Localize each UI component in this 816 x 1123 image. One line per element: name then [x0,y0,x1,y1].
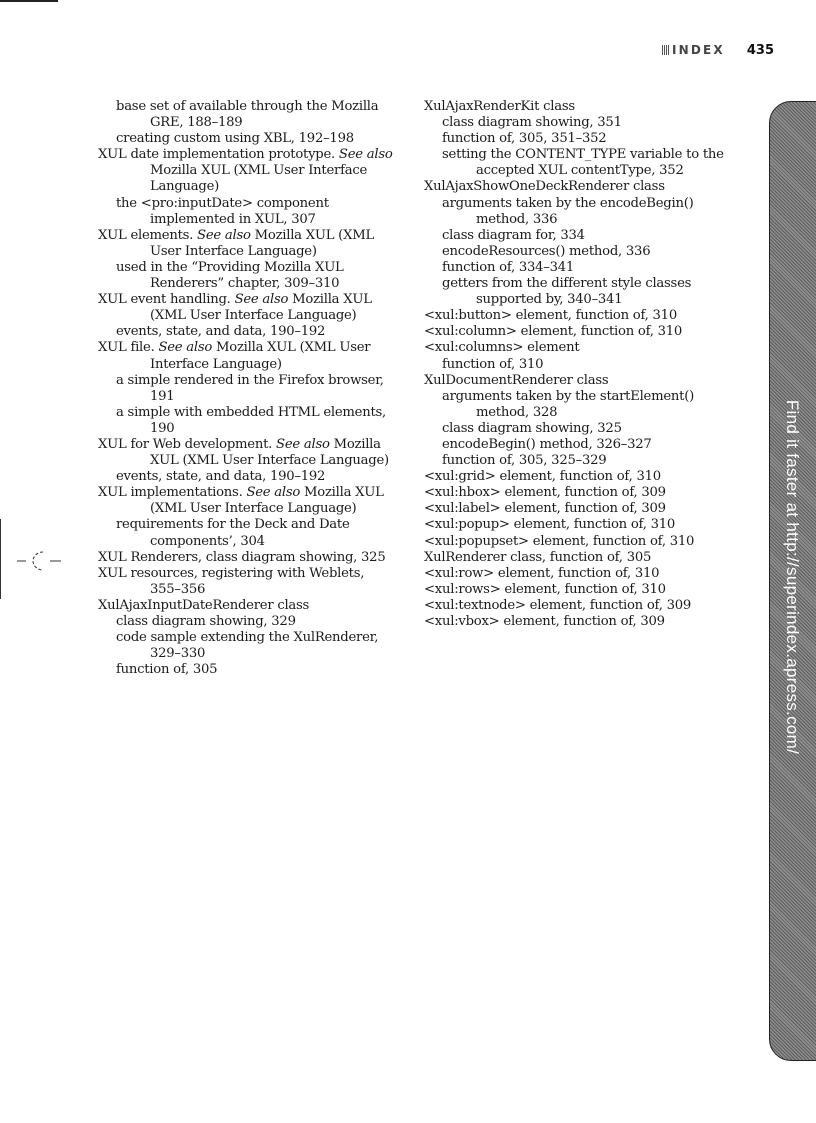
index-subentry [98,517,398,549]
entry-text: XulAjaxRenderKit class [424,99,575,114]
index-entry [424,582,724,598]
index-subentry [424,147,724,179]
entry-text: XUL for Web development. [98,436,273,452]
index-subentry [98,373,398,405]
see-also-target: Mozilla XUL (XML User Interface Language) [150,340,371,372]
entry-text: <xul:column> element, function of, 310 [424,324,683,340]
entry-text: a simple with embedded HTML elements, 190 [116,404,386,436]
index-subentry [98,196,398,228]
index-entry [424,373,724,389]
entry-text: arguments taken by the encodeBegin() method, 336 [442,195,694,227]
entry-text: <xul:hbox> element, function of, 309 [424,485,666,501]
index-entry [424,566,724,582]
index-subentry [424,228,724,244]
see-also-reference: See also [197,227,251,243]
running-header [662,40,774,60]
entry-text: the <pro:inputDate> component implemented in XUL, 307 [116,195,329,227]
index-subentry [98,99,398,131]
entry-text: XUL resources, registering with Weblets, 355–356 [98,565,365,597]
entry-text: <xul:textnode> element, function of, 309 [424,597,692,613]
index-entry [98,147,398,195]
entry-text: code sample extending the XulRenderer, 329–330 [116,630,379,662]
index-subentry [424,196,724,228]
index-entry [424,99,724,115]
entry-text: arguments taken by the startElement() method, 328 [442,388,695,420]
index-entry [424,179,724,195]
index-entry [424,340,724,356]
entry-text: events, state, and data, 190–192 [116,469,326,485]
index-subentry [98,614,398,630]
index-subentry [98,260,398,292]
index-entry [424,469,724,485]
entry-text: <xul:columns> element [424,340,580,356]
index-entry [98,598,398,614]
index-entry [424,550,724,566]
index-column-left [98,99,398,678]
entry-text: encodeResources() method, 336 [442,243,651,259]
index-entry [424,308,724,324]
index-entry [424,534,724,550]
entry-text: XUL Renderers, class diagram showing, 325 [98,549,386,565]
index-entry [98,292,398,324]
entry-text: XUL elements. [98,227,194,243]
entry-text: XulAjaxShowOneDeckRenderer class [424,179,665,195]
entry-text: XUL event handling. [98,292,231,308]
index-entry [424,324,724,340]
side-tab-text: Find it faster at http://superindex.apress.com/ [783,399,802,755]
index-subentry [424,437,724,453]
see-also-reference: See also [234,292,289,308]
see-also-reference: See also [158,340,213,356]
index-subentry [98,630,398,662]
entry-text: class diagram showing, 329 [116,614,296,629]
entry-text: creating custom using XBL, 192–198 [116,131,354,147]
entry-text: class diagram showing, 351 [442,115,622,131]
index-subentry [98,469,398,485]
index-entry [424,485,724,501]
index-subentry [424,115,724,131]
index-subentry [424,389,724,421]
entry-text: XulRenderer class, function of, 305 [424,549,652,565]
index-entry [98,550,398,566]
entry-text: base set of available through the Mozilla GRE, 188–189 [116,99,379,131]
index-subentry [98,662,398,678]
section-title: INDEX [671,43,725,57]
see-also-target: Mozilla XUL (XML User Interface Language) [150,485,384,517]
entry-text: encodeBegin() method, 326–327 [442,436,652,452]
entry-text: events, state, and data, 190–192 [116,324,326,340]
index-entry [424,598,724,614]
entry-text: XUL file. [98,340,155,356]
index-column-right [424,99,724,630]
index-entry [98,485,398,517]
see-also-reference: See also [338,147,393,163]
entry-text: <xul:vbox> element, function of, 309 [424,614,665,629]
index-entry [98,566,398,598]
index-subentry [424,453,724,469]
entry-text: getters from the different style classes supported by, 340–341 [442,276,692,308]
entry-text: setting the CONTENT_TYPE variable to the accepted XUL contentType, 352 [442,147,724,179]
crop-line [0,519,1,599]
see-also-target: Mozilla XUL (XML User Interface Language) [150,436,389,469]
index-subentry [424,131,724,147]
entry-text: class diagram showing, 325 [442,420,622,436]
see-also-target: Mozilla XUL (XML User Interface Language) [150,227,374,259]
index-entry [424,501,724,517]
entry-text: <xul:popupset> element, function of, 310 [424,533,695,549]
see-also-target: Mozilla XUL (XML User Interface Language) [150,163,368,195]
index-entry [424,614,724,630]
entry-text: <xul:label> element, function of, 309 [424,501,666,517]
header-marker-icon [662,45,669,55]
index-entry [98,437,398,469]
index-subentry [424,421,724,437]
index-entry [98,340,398,372]
entry-text: XUL implementations. [98,485,243,501]
index-subentry [98,324,398,340]
entry-text: XulAjaxInputDateRenderer class [98,597,310,613]
entry-text: XUL date implementation prototype. [98,147,335,163]
entry-text: <xul:button> element, function of, 310 [424,308,677,324]
registration-mark-icon [17,548,67,574]
index-subentry [98,405,398,437]
index-subentry [424,260,724,276]
entry-text: XulDocumentRenderer class [424,372,609,388]
entry-text: function of, 305, 351–352 [442,131,607,147]
entry-text: used in the “Providing Mozilla XUL Renderers” chapter, 309–310 [116,259,344,292]
entry-text: function of, 310 [442,356,544,372]
index-entry [424,517,724,533]
page-number: 435 [746,42,774,58]
see-also-reference: See also [246,485,301,501]
entry-text: class diagram for, 334 [442,227,585,243]
entry-text: <xul:popup> element, function of, 310 [424,517,676,533]
see-also-reference: See also [276,436,330,452]
entry-text: requirements for the Deck and Date components’, 304 [116,517,350,549]
index-entry [98,228,398,260]
entry-text: function of, 305, 325–329 [442,453,607,469]
index-subentry [98,131,398,147]
index-subentry [424,357,724,373]
entry-text: <xul:grid> element, function of, 310 [424,469,661,485]
index-subentry [424,244,724,260]
entry-text: a simple rendered in the Firefox browser, 191 [116,372,384,404]
entry-text: function of, 305 [116,662,218,678]
index-subentry [424,276,724,308]
entry-text: <xul:row> element, function of, 310 [424,565,660,581]
entry-text: <xul:rows> element, function of, 310 [424,581,666,597]
see-also-target: Mozilla XUL (XML User Interface Language) [150,292,372,324]
entry-text: function of, 334–341 [442,259,575,275]
corner-rule [0,0,58,2]
